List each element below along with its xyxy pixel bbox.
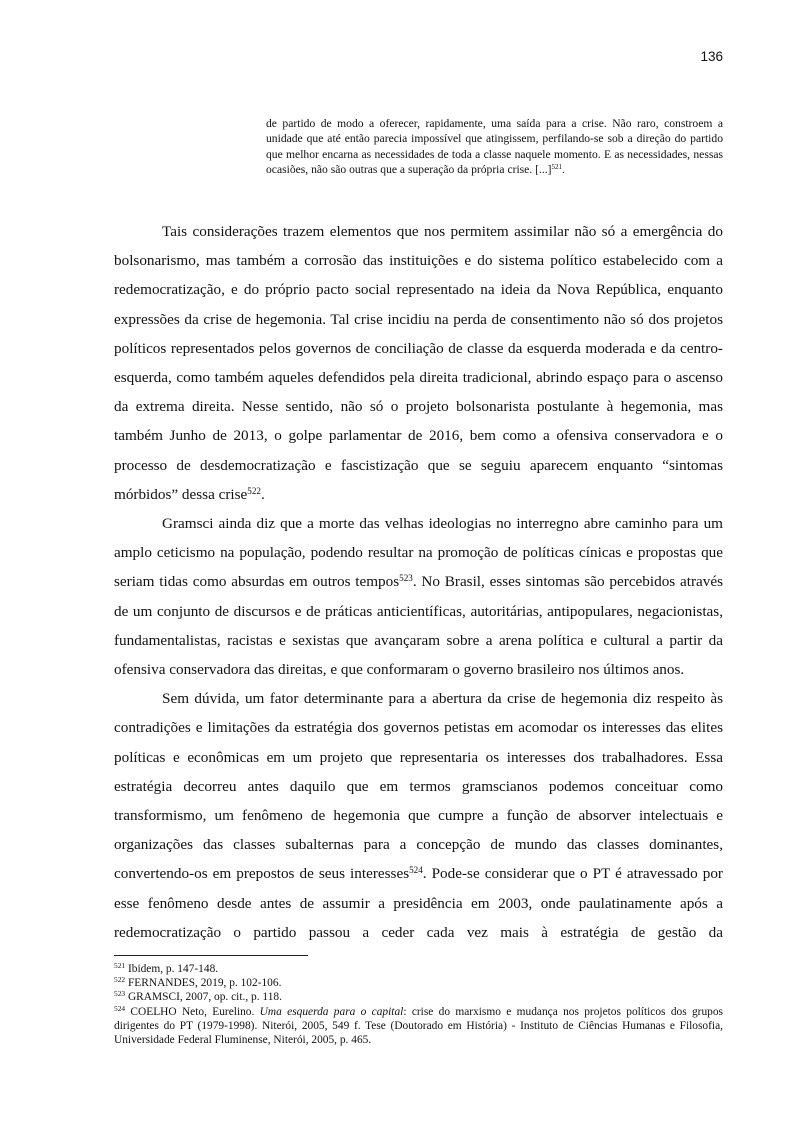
footnote-text: GRAMSCI, 2007, op. cit., p. 118. <box>125 991 282 1004</box>
paragraph-3-text: Sem dúvida, um fator determinante para a abertura da crise de hegemonia diz respeito às contradições e limitações da estratégia dos governos petistas em acomodar os interesses das elites políticas e econômicas em um projeto que representaria os interesses dos trabalhadores. Essa estratégia decorreu antes daquilo que em termos gramscianos podemos conceituar como transformismo, um fenômeno de hegemonia que cumpre a função de absorver intelectuais e organizações das classes subalternas para a concepção de mundo das classes dominantes, convertendo-os em prepostos de seus interesses <box>114 690 723 883</box>
page-number: 136 <box>700 49 723 64</box>
footnotes <box>114 962 723 1047</box>
block-quote-end: . <box>561 163 565 177</box>
footnote-text: Ibidem, p. 147-148. <box>125 963 219 975</box>
paragraph-2-after: . No Brasil, esses sintomas são percebidos através de um conjunto de discursos e de práticas anticientíficas, autoritárias, antipopulares, negacionistas, fundamentalistas, racistas e sexistas que avançaram sobre a arena política e cultural a partir da ofensiva conservadora das direitas, e que conformaram o governo brasileiro nos últimos anos. <box>114 573 723 679</box>
block-quote <box>266 116 723 178</box>
footnote-ref-523[interactable]: 523 <box>399 573 413 584</box>
footnote-text-pre: COELHO Neto, Eurelino. <box>125 1005 260 1018</box>
paragraph-1-text: Tais considerações trazem elementos que nos permitem assimilar não só a emergência do bolsonarismo, mas também a corrosão das instituições e do sistema político estabelecido com a redemocratização, e do próprio pacto social representado na ideia da Nova República, enquanto expressões da crise de hegemonia. Tal crise incidiu na perda de consentimento não só dos projetos políticos representados pelos governos de conciliação de classe da esquerda moderada e da centro-esquerda, como também aqueles defendidos pela direita tradicional, abrindo espaço para o ascenso da extrema direita. Nesse sentido, não só o projeto bolsonarista postulante à hegemonia, mas também Junho de 2013, o golpe parlamentar de 2016, bem como a ofensiva conservadora e o processo de desdemocratização e fascistização que se seguiu aparecem enquanto “sintomas mórbidos” dessa crise <box>114 223 723 503</box>
footnote-text-post: : crise do marxismo e mudança nos projetos políticos dos grupos dirigentes do PT (1979-1998). Niterói, 2005, 549 f. Tese (Doutorado em História) - Instituto de Ciências Humanas e Filosofia, Universidade Federal Fluminense, Niterói, 2005, p. 465. <box>114 1005 723 1047</box>
footnote-524 <box>114 1005 723 1048</box>
footnote-ref-521[interactable]: 521 <box>551 163 562 172</box>
footnote-ref-522[interactable]: 522 <box>247 485 261 496</box>
footnote-number: 523 <box>114 989 126 999</box>
paragraph-2 <box>114 509 723 684</box>
block-quote-text: de partido de modo a oferecer, rapidamente, uma saída para a crise. Não raro, constroem a unidade que até então parecia impossível que atingissem, perfilando-se sob a direção do partido que melhor encarna as necessidades de toda a classe naquele momento. E as necessidades, nessas ocasiões, não são outras que a superação da própria crise. [...] <box>266 117 723 177</box>
footnote-521 <box>114 962 723 976</box>
paragraph-2-text: Gramsci ainda diz que a morte das velhas ideologias no interregno abre caminho para um amplo ceticismo na população, podendo resultar na promoção de políticas cínicas e propostas que seriam tidas como absurdas em outros tempos <box>114 515 723 591</box>
footnote-separator <box>114 955 308 956</box>
footnote-523 <box>114 990 723 1004</box>
paragraph-1 <box>114 217 723 509</box>
footnote-number: 521 <box>114 960 126 970</box>
footnote-number: 524 <box>114 1003 126 1013</box>
footnote-number: 522 <box>114 975 126 985</box>
footnote-book-title: Uma esquerda para o capital <box>259 1005 404 1018</box>
footnote-ref-524[interactable]: 524 <box>409 865 423 876</box>
paragraph-1-after: . <box>260 485 265 503</box>
body-text <box>114 217 723 947</box>
footnote-522 <box>114 976 723 990</box>
paragraph-3-after: . Pode-se considerar que o PT é atravessado por esse fenômeno desde antes de assumir a presidência em 2003, onde paulatinamente após a redemocratização o partido passou a ceder cada vez mais à estratégia de gestão da <box>114 865 723 941</box>
footnote-text: FERNANDES, 2019, p. 102-106. <box>125 977 282 990</box>
paragraph-3 <box>114 684 723 947</box>
